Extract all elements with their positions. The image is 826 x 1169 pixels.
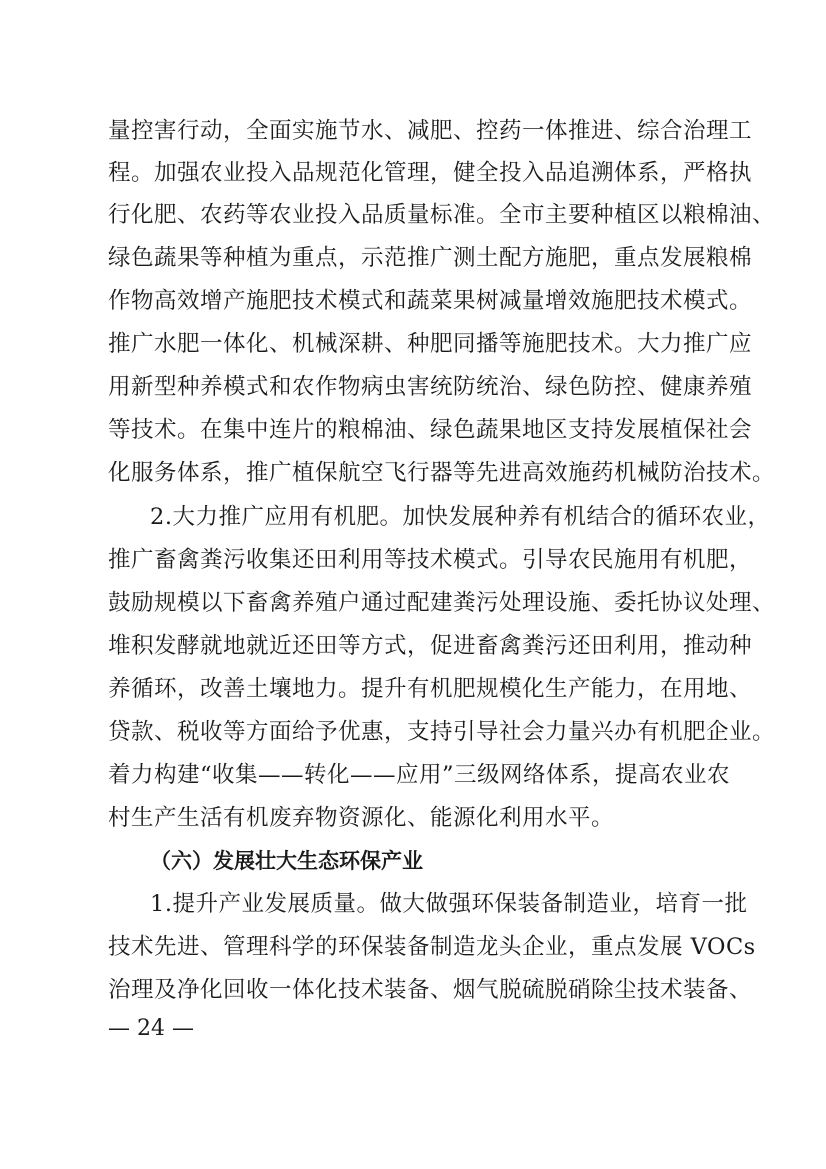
paragraph-2-line-8: 村生产生活有机废弃物资源化、能源化利用水平。 <box>108 805 615 831</box>
paragraph-1-line-1: 量控害行动，全面实施节水、减肥、控药一体推进、综合治理工 <box>108 118 753 144</box>
paragraph-2-line-1: 2.大力推广应用有机肥。加快发展种养有机结合的循环农业， <box>150 504 771 530</box>
paragraph-1-line-9: 化服务体系，推广植保航空飞行器等先进高效施药机械防治技术。 <box>108 460 776 486</box>
paragraph-1-line-8: 等技术。在集中连片的粮棉油、绿色蔬果地区支持发展植保社会 <box>108 417 753 443</box>
paragraph-3-line-1: 1.提升产业发展质量。做大做强环保装备制造业，培育一批 <box>150 891 748 917</box>
paragraph-2-line-7: 着力构建“收集——转化——应用”三级网络体系，提高农业农 <box>108 762 731 788</box>
paragraph-1-line-6: 推广水肥一体化、机械深耕、种肥同播等施肥技术。大力推广应 <box>108 331 753 357</box>
paragraph-2-line-6: 贷款、税收等方面给予优惠，支持引导社会力量兴办有机肥企业。 <box>108 719 776 745</box>
paragraph-2-line-5: 养循环，改善土壤地力。提升有机肥规模化生产能力，在用地、 <box>108 676 753 702</box>
paragraph-2-line-2: 推广畜禽粪污收集还田利用等技术模式。引导农民施用有机肥， <box>108 547 753 573</box>
paragraph-1-line-7: 用新型种养模式和农作物病虫害统防统治、绿色防控、健康养殖 <box>108 374 753 400</box>
paragraph-2-line-4: 堆积发酵就地就近还田等方式，促进畜禽粪污还田利用，推动种 <box>108 633 753 659</box>
paragraph-1-line-3: 行化肥、农药等农业投入品质量标准。全市主要种植区以粮棉油、 <box>108 202 776 228</box>
paragraph-1-line-2: 程。加强农业投入品规范化管理，健全投入品追溯体系，严格执 <box>108 160 753 186</box>
paragraph-3-line-2: 技术先进、管理科学的环保装备制造龙头企业，重点发展 VOCs <box>108 934 756 960</box>
paragraph-1-line-5: 作物高效增产施肥技术模式和蔬菜果树减量增效施肥技术模式。 <box>108 288 753 314</box>
section-heading: （六）发展壮大生态环保产业 <box>150 849 423 873</box>
paragraph-2-line-3: 鼓励规模以下畜禽养殖户通过配建粪污处理设施、委托协议处理、 <box>108 590 776 616</box>
paragraph-1-line-4: 绿色蔬果等种植为重点，示范推广测土配方施肥，重点发展粮棉 <box>108 245 753 271</box>
page-number: — 24 — <box>108 1016 194 1041</box>
paragraph-3-line-3: 治理及净化回收一体化技术装备、烟气脱硫脱硝除尘技术装备、 <box>108 977 753 1003</box>
